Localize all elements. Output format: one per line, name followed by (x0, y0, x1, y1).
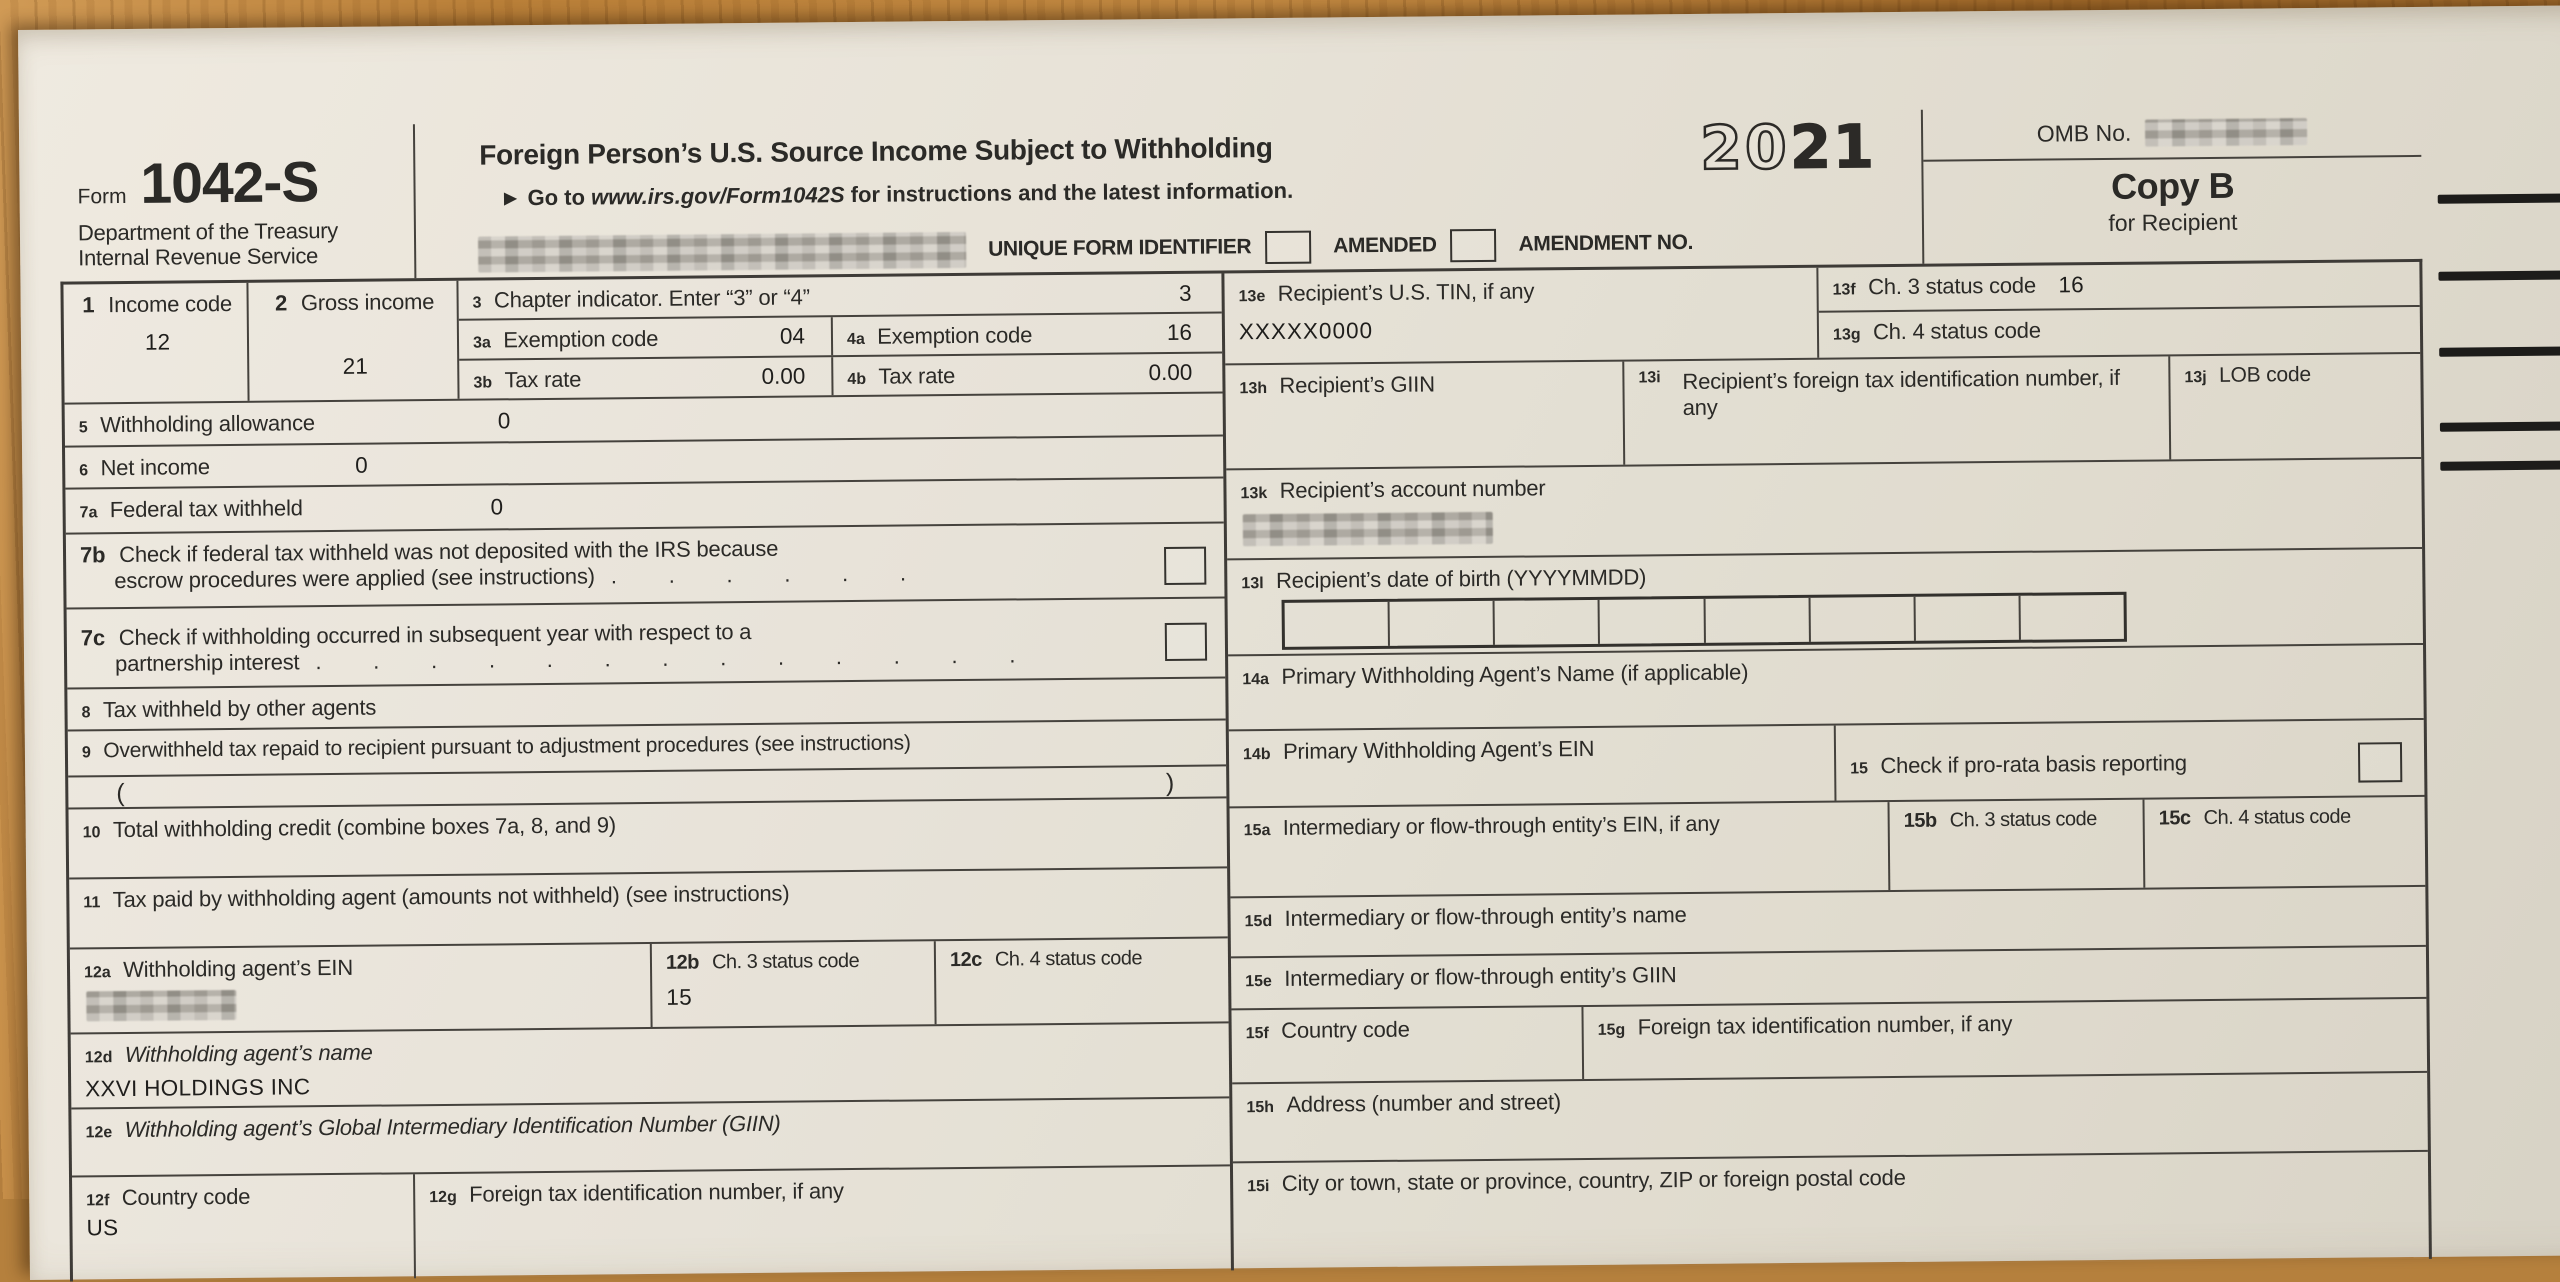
box-13i-recipient-foreign-tin (1624, 356, 2171, 464)
box-4b-value: 0.00 (1148, 360, 1192, 386)
header-omb-copy-block (1921, 105, 2422, 264)
box-11-number: 11 (83, 894, 105, 911)
box-14a-label: Primary Withholding Agent’s Name (if applicable) (1281, 659, 1748, 688)
box-13g-label: Ch. 4 status code (1873, 318, 2041, 345)
box-7b-checkbox (1164, 547, 1206, 585)
box-15e-number: 15e (1245, 973, 1276, 990)
box-7c-number: 7c (81, 625, 111, 650)
box-15e-label: Intermediary or flow-through entity’s GIIN (1284, 962, 1676, 991)
box-15c-number: 15c (2159, 807, 2196, 829)
box-14a-cell (1228, 645, 2424, 729)
box-6-label: Net income (100, 454, 210, 480)
box-15h-address (1232, 1073, 2428, 1163)
box-15d-cell (1230, 887, 2426, 956)
box-13g-number: 13g (1833, 326, 1865, 343)
box-13i-label: Recipient’s foreign tax identification number, if any (1682, 365, 2128, 421)
box-13e-recipient-tin (1224, 268, 1819, 364)
box-15e-cell (1231, 947, 2426, 1008)
box-12d-number: 12d (85, 1049, 117, 1066)
box-12a-redacted-value (86, 990, 236, 1021)
box-7a-number: 7a (80, 504, 102, 521)
row-boxes-1-2-3 (63, 273, 1222, 404)
box-11-tax-paid-by-agent (69, 868, 1228, 949)
box-15i-number: 15i (1247, 1178, 1274, 1195)
box-9-label: Overwithheld tax repaid to recipient pursuant to adjustment procedures (see instructions) (103, 731, 911, 762)
box-13j-label: LOB code (2219, 363, 2311, 387)
box-6-number: 6 (79, 462, 93, 479)
goto-post: for instructions and the latest information. (851, 178, 1294, 207)
box-12b-ch3-status-code (652, 941, 937, 1027)
box-7b-dot-leaders: . . . . . . (611, 560, 906, 588)
registration-dash-1 (2438, 193, 2560, 204)
box-13l-cell (1227, 549, 2423, 654)
omb-number-redacted (2145, 118, 2307, 147)
box-14a-primary-agent-name (1228, 645, 2424, 731)
identifier-row (478, 225, 1693, 273)
box-13e-value: XXXXX0000 (1239, 314, 1807, 345)
box-5-number: 5 (79, 419, 93, 436)
box-4b-number: 4b (847, 371, 870, 388)
box-13f-ch3-status-code (1818, 262, 2419, 313)
box-15f-country-code (1231, 1007, 1584, 1082)
box-15g-label: Foreign tax identification number, if any (1638, 1011, 2013, 1040)
amended-pre-checkbox (1265, 230, 1311, 263)
box-1-income-code (63, 283, 249, 403)
box-14b-primary-agent-ein (1229, 726, 1837, 807)
unique-form-identifier-label: UNIQUE FORM IDENTIFIER (988, 235, 1251, 262)
box-15b-label: Ch. 3 status code (1950, 808, 2097, 831)
dob-digit-box-3 (1495, 600, 1601, 645)
dept-line-1: Department of the Treasury (78, 218, 408, 246)
header-title-block (415, 110, 1922, 278)
box-1-value: 12 (78, 329, 237, 357)
box-13l-date-of-birth (1227, 549, 2423, 656)
box-15h-number: 15h (1246, 1099, 1278, 1116)
box-7c-dot-leaders: . . . . . . . . . . . . . (315, 642, 1015, 674)
box-14b-label: Primary Withholding Agent’s EIN (1283, 736, 1595, 764)
registration-dash-4 (2440, 421, 2560, 432)
dob-digit-box-6 (1810, 597, 1916, 642)
box-12f-value: US (86, 1212, 403, 1241)
box-13e-label: Recipient’s U.S. TIN, if any (1278, 278, 1535, 305)
box-12b-number: 12b (666, 951, 704, 973)
box-3-value: 3 (1179, 281, 1192, 307)
box-15c-ch4-status-code (2144, 797, 2425, 888)
box-12a-label: Withholding agent’s EIN (123, 955, 353, 982)
dob-digit-box-1 (1285, 602, 1391, 647)
box-3a-exemption-code (459, 317, 833, 359)
omb-row (1923, 105, 2421, 162)
box-15h-label: Address (number and street) (1286, 1089, 1561, 1117)
box-3-number: 3 (473, 295, 487, 312)
registration-dash-2 (2438, 270, 2560, 281)
box-3a-value: 04 (780, 323, 805, 349)
box-15a-intermediary-ein (1230, 802, 1891, 896)
box-10-cell (68, 798, 1227, 877)
box-7b-number: 7b (80, 542, 111, 567)
box-3-4-group (458, 273, 1222, 398)
box-15-label: Check if pro-rata basis reporting (1880, 750, 2187, 778)
box-14b-number: 14b (1243, 746, 1275, 763)
form-1042s-paper (18, 5, 2560, 1280)
dob-digit-box-7 (1915, 596, 2021, 641)
box-12f-number: 12f (86, 1192, 114, 1209)
row-boxes-12f-12g (72, 1166, 1231, 1281)
year-solid-digits: 21 (1789, 112, 1875, 183)
box-13k-number: 13k (1240, 485, 1271, 502)
registration-dash-5 (2440, 460, 2560, 471)
box-15d-label: Intermediary or flow-through entity’s name (1284, 902, 1686, 931)
box-12a-number: 12a (84, 964, 115, 981)
box-2-value: 21 (263, 353, 447, 381)
box-7b-label-line1: Check if federal tax withheld was not deposited with the IRS because (119, 536, 778, 567)
box-11-cell (69, 868, 1228, 947)
row-boxes-15f-15g (1231, 999, 2427, 1084)
goto-pre: Go to (527, 185, 585, 211)
box-7b-label-line2: escrow procedures were applied (see instructions) (114, 563, 595, 593)
form-grid (60, 259, 2431, 1282)
box-12d-value: XXVI HOLDINGS INC (85, 1065, 1219, 1102)
irs-url: www.irs.gov/Form1042S (591, 182, 845, 209)
box-12e-cell (71, 1098, 1230, 1175)
box-15i-city-state (1233, 1152, 2429, 1270)
box-12b-value: 15 (666, 982, 924, 1010)
box-4a-number: 4a (847, 331, 869, 348)
box-13f-label: Ch. 3 status code (1868, 273, 2036, 300)
box-7b-escrow-check (66, 523, 1225, 609)
box-15c-label: Ch. 4 status code (2203, 806, 2350, 829)
dob-digit-box-4 (1600, 599, 1706, 644)
registration-dash-3 (2439, 346, 2560, 357)
box-7c-cell (67, 598, 1226, 687)
instructions-line (500, 178, 1294, 212)
box-13k-cell (1226, 459, 2422, 558)
box-15d-number: 15d (1245, 913, 1277, 930)
box-15a-label: Intermediary or flow-through entity’s EIN, if any (1283, 812, 1720, 840)
box-12d-label: Withholding agent’s name (125, 1040, 373, 1067)
box-9-paren-close: ) (1166, 769, 1175, 798)
box-13l-number: 13l (1241, 575, 1268, 592)
box-8-label: Tax withheld by other agents (103, 695, 376, 723)
box-2-number: 2 (275, 290, 293, 315)
box-13j-lob-code (2170, 354, 2421, 459)
box-3a-label: Exemption code (503, 326, 658, 352)
box-15b-ch3-status-code (1889, 800, 2145, 890)
box-7c-subsequent-year-check (67, 598, 1226, 689)
box-7b-cell (66, 523, 1225, 607)
dob-digit-box-8 (2020, 595, 2124, 640)
box-2-gross-income (248, 281, 459, 401)
tax-year (1700, 112, 1876, 184)
box-15f-label: Country code (1281, 1017, 1410, 1043)
box-13i-number: 13i (1638, 369, 1660, 387)
box-12f-country-code (72, 1174, 416, 1281)
box-15-number: 15 (1850, 760, 1872, 777)
box-12d-cell (71, 1023, 1230, 1107)
box-3b-tax-rate (459, 357, 833, 399)
form-header (59, 105, 2422, 282)
form-title: Foreign Person’s U.S. Source Income Subject to Withholding (479, 132, 1273, 172)
box-12c-ch4-status-code (936, 938, 1229, 1024)
date-of-birth-boxes (1282, 592, 2127, 650)
box-12g-label: Foreign tax identification number, if any (469, 1178, 844, 1207)
box-15b-number: 15b (1904, 810, 1942, 832)
form-word: Form (77, 185, 126, 209)
header-agency-block (59, 124, 416, 281)
box-13k-label: Recipient’s account number (1279, 475, 1545, 503)
box-13k-redacted-value (1243, 512, 1493, 546)
box-4a-exemption-code (833, 313, 1222, 355)
box-12e-number: 12e (86, 1124, 117, 1141)
box-13f-number: 13f (1832, 281, 1860, 298)
box-5-label: Withholding allowance (100, 410, 315, 437)
box-13h-label: Recipient’s GIIN (1279, 371, 1435, 397)
amendment-no-label: AMENDMENT NO. (1518, 231, 1693, 257)
box-7a-value: 0 (490, 494, 503, 520)
box-6-value: 0 (355, 453, 368, 479)
form-number-line (77, 148, 408, 217)
row-3b-4b (459, 353, 1222, 398)
box-15f-number: 15f (1246, 1025, 1274, 1042)
row-boxes-15a-15b-15c (1230, 797, 2426, 898)
box-7c-label-line1: Check if withholding occurred in subsequent year with respect to a (119, 619, 752, 650)
box-10-total-withholding-credit (68, 798, 1227, 879)
box-12c-label: Ch. 4 status code (995, 947, 1142, 970)
box-3b-value: 0.00 (761, 363, 805, 389)
box-9-number: 9 (82, 744, 96, 761)
box-1-label: Income code (108, 291, 232, 317)
box-13l-label: Recipient’s date of birth (YYYYMMDD) (1276, 564, 1646, 593)
row-boxes-13e-13f-13g (1224, 262, 2420, 365)
box-13j-number: 13j (2184, 369, 2211, 386)
box-12e-giin (71, 1098, 1230, 1177)
box-15-checkbox (2358, 742, 2402, 782)
copy-for-recipient-label: for Recipient (1924, 207, 2422, 239)
box-3b-label: Tax rate (504, 367, 581, 393)
omb-label: OMB No. (2037, 119, 2132, 147)
box-13g-ch4-status-code (1819, 307, 2420, 358)
box-4a-label: Exemption code (877, 322, 1032, 348)
box-12f-label: Country code (122, 1184, 251, 1210)
box-12a-withholding-agent-ein (70, 944, 653, 1033)
dept-line-2: Internal Revenue Service (78, 243, 408, 271)
dob-digit-box-5 (1705, 598, 1811, 643)
box-12e-label: Withholding agent’s Global Intermediary Identification Number (GIIN) (125, 1111, 781, 1142)
box-4b-label: Tax rate (878, 363, 955, 389)
box-4a-value: 16 (1167, 320, 1192, 346)
form-number: 1042-S (140, 149, 318, 217)
box-5-value: 0 (498, 408, 511, 434)
box-13h-recipient-giin (1225, 362, 1625, 469)
box-15g-number: 15g (1598, 1022, 1630, 1039)
box-13h-number: 13h (1239, 380, 1271, 397)
box-13f-value: 16 (2058, 272, 2084, 297)
unique-form-identifier-redacted-value (478, 232, 966, 273)
box-11-label: Tax paid by withholding agent (amounts not withheld) (see instructions) (113, 881, 790, 912)
year-outline-digits: 20 (1700, 113, 1790, 184)
box-13f-13g-group (1818, 262, 2420, 358)
box-7c-checkbox (1165, 623, 1207, 661)
box-15h-cell (1232, 1073, 2428, 1161)
box-15i-cell (1233, 1152, 2429, 1270)
box-12d-withholding-agent-name (71, 1023, 1230, 1109)
box-15i-label: City or town, state or province, country, ZIP or foreign postal code (1282, 1165, 1906, 1196)
box-9-paren-open: ( (116, 779, 125, 808)
box-15g-foreign-tin (1583, 999, 2427, 1079)
box-14a-number: 14a (1242, 671, 1273, 688)
amended-label: AMENDED (1333, 233, 1437, 258)
box-3-label: Chapter indicator. Enter “3” or “4” (494, 284, 810, 312)
box-12b-label: Ch. 3 status code (712, 950, 859, 973)
box-1-number: 1 (82, 292, 100, 317)
box-8-number: 8 (81, 704, 95, 721)
copy-b-label: Copy B (1923, 163, 2421, 210)
left-column (63, 273, 1234, 1281)
box-13e-number: 13e (1239, 288, 1270, 305)
row-boxes-14b-15 (1229, 720, 2425, 808)
box-10-number: 10 (83, 824, 105, 841)
box-15a-number: 15a (1244, 822, 1275, 839)
box-7a-label: Federal tax withheld (110, 495, 303, 522)
right-column (1224, 262, 2429, 1270)
box-12g-foreign-tin (415, 1166, 1231, 1278)
box-3a-number: 3a (473, 334, 495, 351)
box-13k-recipient-account-number (1226, 459, 2422, 560)
row-boxes-13h-13i-13j (1225, 354, 2421, 470)
box-12c-number: 12c (950, 949, 987, 971)
box-3b-number: 3b (473, 374, 496, 391)
amendment-checkbox (1450, 228, 1496, 261)
arrow-icon: ► (500, 185, 522, 210)
agency-lines (78, 218, 408, 270)
box-10-label: Total withholding credit (combine boxes 7a, 8, and 9) (113, 812, 616, 842)
box-2-label: Gross income (301, 289, 435, 315)
box-4b-tax-rate (833, 353, 1222, 395)
copy-block (1923, 157, 2422, 264)
box-7c-label-line2: partnership interest (115, 649, 300, 676)
row-boxes-12a-12b-12c (70, 938, 1229, 1034)
box-12g-number: 12g (429, 1189, 461, 1206)
dob-digit-box-2 (1390, 601, 1496, 646)
box-15-pro-rata (1836, 720, 2425, 801)
